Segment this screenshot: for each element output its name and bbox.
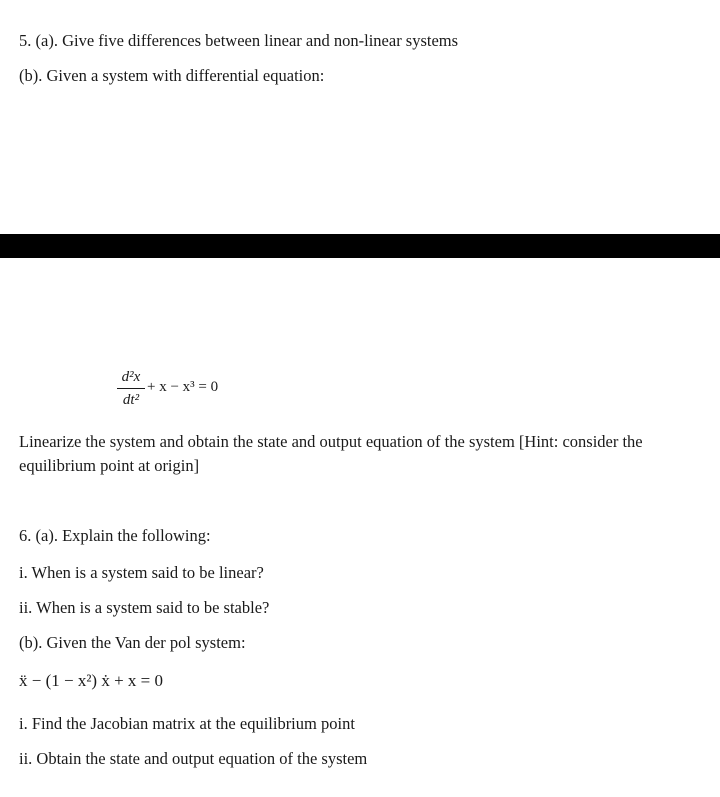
van-der-pol-equation: ẍ − (1 − x²) ẋ + x = 0 <box>19 671 164 690</box>
q6-part-b-ii: ii. Obtain the state and output equation of the system <box>19 749 368 768</box>
q6-part-b: (b). Given the Van der pol system: <box>19 633 246 652</box>
q5-part-a: 5. (a). Give five differences between linear and non-linear systems <box>19 31 459 50</box>
q5-instruction: Linearize the system and obtain the state and output equation of the system [Hint: consider the equilibrium point at origin] <box>19 432 643 475</box>
fraction-numerator: d²x <box>121 369 141 385</box>
equation-remainder: + x − x³ = 0 <box>147 379 219 395</box>
q6-item-i: i. When is a system said to be linear? <box>19 563 264 582</box>
q6-item-ii: ii. When is a system said to be stable? <box>19 598 270 617</box>
fraction-denominator: dt² <box>122 392 140 408</box>
q6-part-a: 6. (a). Explain the following: <box>19 526 211 545</box>
redaction-band <box>0 234 720 258</box>
q5-part-b: (b). Given a system with differential equation: <box>19 66 325 85</box>
second-derivative-fraction <box>117 366 145 411</box>
q6-part-b-i: i. Find the Jacobian matrix at the equilibrium point <box>19 714 355 733</box>
